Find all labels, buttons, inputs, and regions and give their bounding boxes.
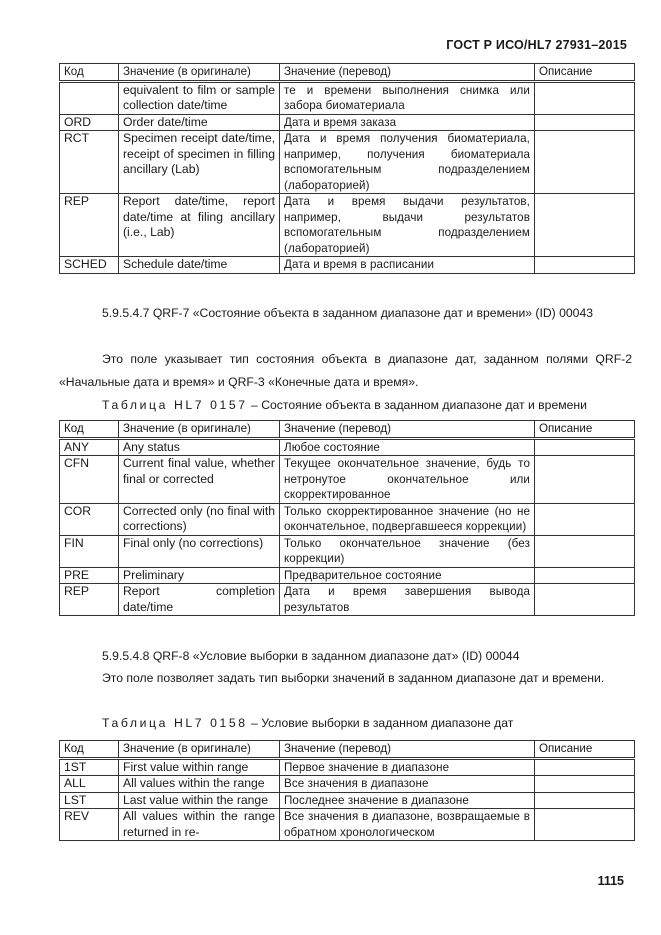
cell-description xyxy=(535,131,635,194)
cell-description xyxy=(535,81,635,114)
caption-label: Таблица HL7 0158 xyxy=(102,716,248,730)
cell-original: Preliminary xyxy=(119,567,280,584)
cell-code: LST xyxy=(60,792,119,809)
cell-description xyxy=(535,776,635,793)
table-row xyxy=(60,438,635,456)
cell-code: ALL xyxy=(60,776,119,793)
cell-original: Final only (no corrections) xyxy=(119,535,280,567)
table-row xyxy=(60,758,635,776)
column-header-description: Описание xyxy=(535,741,635,759)
cell-translation: те и времени выполнения снимка или забора биоматериала xyxy=(280,81,535,114)
cell-description xyxy=(535,194,635,257)
cell-original: Corrected only (no final with corrections) xyxy=(119,503,280,535)
cell-translation: Любое состояние xyxy=(280,438,535,456)
column-header-original: Значение (в оригинале) xyxy=(119,741,280,759)
table-row xyxy=(60,194,635,257)
cell-code: SCHED xyxy=(60,257,119,274)
document-header: ГОСТ Р ИСО/HL7 27931–2015 xyxy=(446,38,627,52)
column-header-translation: Значение (перевод) xyxy=(280,64,535,82)
table-row xyxy=(60,456,635,504)
table-header-row xyxy=(60,421,635,439)
table-row xyxy=(60,114,635,131)
cell-description xyxy=(535,257,635,274)
cell-description xyxy=(535,567,635,584)
cell-code: REP xyxy=(60,584,119,616)
cell-original: Report completion date/time xyxy=(119,584,280,616)
cell-description xyxy=(535,438,635,456)
column-header-code: Код xyxy=(60,741,119,759)
cell-code: CFN xyxy=(60,456,119,504)
cell-original: All values within the range xyxy=(119,776,280,793)
table-row xyxy=(60,584,635,616)
cell-original: equivalent to film or sample collection date/time xyxy=(119,81,280,114)
table-row xyxy=(60,131,635,194)
cell-translation: Только окончательное значение (без коррекции) xyxy=(280,535,535,567)
cell-translation: Все значения в диапазоне, возвращаемые в обратном хронологическом xyxy=(280,809,535,841)
cell-code: FIN xyxy=(60,535,119,567)
table-row xyxy=(60,809,635,841)
cell-original: Report date/time, report date/time at filing ancillary (i.e., Lab) xyxy=(119,194,280,257)
caption-label: Таблица HL7 0157 xyxy=(102,398,248,412)
table-continued xyxy=(59,63,635,274)
table-header-row xyxy=(60,64,635,82)
column-header-original: Значение (в оригинале) xyxy=(119,64,280,82)
cell-code: RCT xyxy=(60,131,119,194)
cell-description xyxy=(535,809,635,841)
caption-text: – Состояние объекта в заданном диапазоне дат и времени xyxy=(251,398,587,412)
cell-translation: Текущее окончательное значение, будь то нетронутое окончательное или скорректированное xyxy=(280,456,535,504)
cell-description xyxy=(535,584,635,616)
cell-translation: Дата и время завершения вывода результатов xyxy=(280,584,535,616)
cell-translation: Дата и время выдачи результатов, например, выдачи результатов вспомогательным подразделением (лабораторией) xyxy=(280,194,535,257)
cell-description xyxy=(535,758,635,776)
cell-translation: Предварительное состояние xyxy=(280,567,535,584)
table-hl7-0157 xyxy=(59,420,635,616)
cell-code: COR xyxy=(60,503,119,535)
section-heading-qrf7: 5.9.5.4.7 QRF-7 «Состояние объекта в заданном диапазоне дат и времени» (ID) 00043 xyxy=(102,306,594,320)
cell-translation: Дата и время получения биоматериала, например, получения биоматериала вспомогательным подразделением (лабораторией) xyxy=(280,131,535,194)
table-row xyxy=(60,792,635,809)
table-row xyxy=(60,776,635,793)
cell-code: ANY xyxy=(60,438,119,456)
column-header-code: Код xyxy=(60,64,119,82)
column-header-code: Код xyxy=(60,421,119,439)
table-row xyxy=(60,503,635,535)
table-row xyxy=(60,567,635,584)
table-row xyxy=(60,81,635,114)
column-header-translation: Значение (перевод) xyxy=(280,421,535,439)
cell-original: Schedule date/time xyxy=(119,257,280,274)
column-header-original: Значение (в оригинале) xyxy=(119,421,280,439)
cell-translation: Только скорректированное значение (но не окончательное, подвергавшееся коррекции) xyxy=(280,503,535,535)
cell-original: Current final value, whether final or corrected xyxy=(119,456,280,504)
column-header-translation: Значение (перевод) xyxy=(280,741,535,759)
cell-original: First value within range xyxy=(119,758,280,776)
cell-original: Last value within the range xyxy=(119,792,280,809)
cell-code: ORD xyxy=(60,114,119,131)
paragraph-qrf7: Это поле указывает тип состояния объекта в диапазоне дат, заданном полями QRF-2 «Начальные дата и время» и QRF-3 «Конечные дата и время». xyxy=(59,352,632,389)
cell-code: REV xyxy=(60,809,119,841)
caption-text: – Условие выборки в заданном диапазоне дат xyxy=(251,716,514,730)
cell-original: Any status xyxy=(119,438,280,456)
cell-translation: Дата и время в расписании xyxy=(280,257,535,274)
table-header-row xyxy=(60,741,635,759)
cell-description xyxy=(535,114,635,131)
cell-original: All values within the range returned in re- xyxy=(119,809,280,841)
cell-description xyxy=(535,503,635,535)
cell-translation: Дата и время заказа xyxy=(280,114,535,131)
cell-code: PRE xyxy=(60,567,119,584)
section-heading-qrf8: 5.9.5.4.8 QRF-8 «Условие выборки в заданном диапазоне дат» (ID) 00044 xyxy=(102,649,520,663)
column-header-description: Описание xyxy=(535,421,635,439)
table-caption-0158 xyxy=(102,716,513,730)
cell-description xyxy=(535,456,635,504)
cell-code xyxy=(60,81,119,114)
page-number: 1115 xyxy=(597,874,624,888)
paragraph-qrf8: Это поле позволяет задать тип выборки значений в заданном диапазоне дат и времени. xyxy=(102,671,605,685)
table-row xyxy=(60,257,635,274)
table-hl7-0158 xyxy=(59,740,635,841)
cell-description xyxy=(535,535,635,567)
cell-translation: Последнее значение в диапазоне xyxy=(280,792,535,809)
table-caption-0157 xyxy=(102,398,587,412)
cell-code: REP xyxy=(60,194,119,257)
cell-description xyxy=(535,792,635,809)
cell-translation: Все значения в диапазоне xyxy=(280,776,535,793)
column-header-description: Описание xyxy=(535,64,635,82)
cell-original: Specimen receipt date/time, receipt of specimen in filling ancillary (Lab) xyxy=(119,131,280,194)
cell-original: Order date/time xyxy=(119,114,280,131)
table-row xyxy=(60,535,635,567)
cell-code: 1ST xyxy=(60,758,119,776)
cell-translation: Первое значение в диапазоне xyxy=(280,758,535,776)
